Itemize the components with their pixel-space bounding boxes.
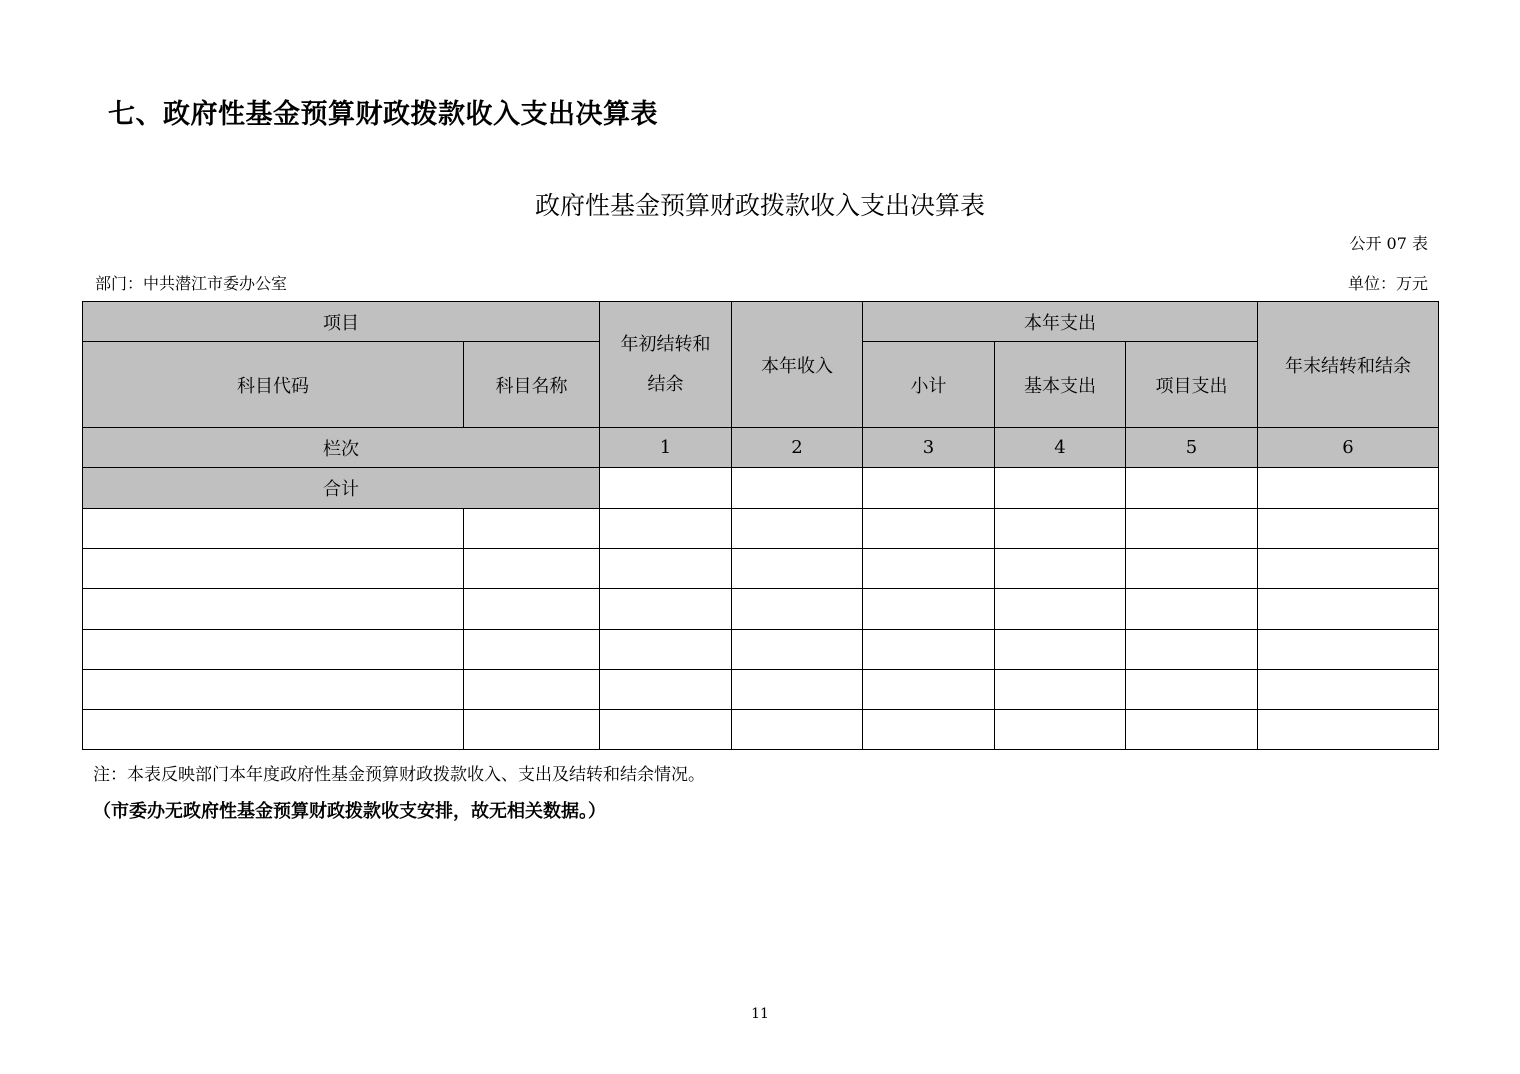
table-cell [1126,509,1258,549]
total-row-label: 合计 [83,468,600,509]
table-cell [732,630,863,670]
table-cell [995,509,1126,549]
column-index-cell: 2 [732,428,863,468]
header-row-1 [83,302,1439,342]
table-cell [83,670,464,710]
table-cell [995,589,1126,630]
table-cell [600,670,732,710]
table-cell [863,549,995,589]
table-cell [863,589,995,630]
table-cell [863,630,995,670]
table-cell [83,630,464,670]
no-data-note: （市委办无政府性基金预算财政拨款收支安排，故无相关数据。） [93,801,606,822]
header-current-income: 本年收入 [732,302,863,428]
column-index-cell: 5 [1126,428,1258,468]
table-cell [1258,468,1439,509]
table-cell [1126,468,1258,509]
header-subject-name: 科目名称 [464,342,600,428]
table-cell [1258,670,1439,710]
table-cell [600,710,732,750]
table-cell [732,670,863,710]
table-note: 注：本表反映部门本年度政府性基金预算财政拨款收入、支出及结转和结余情况。 [93,765,705,785]
table-cell [995,710,1126,750]
table-cell [863,670,995,710]
table-cell [464,710,600,750]
header-opening-balance-line1: 年初结转和 [620,333,711,355]
header-closing-balance: 年末结转和结余 [1258,302,1439,428]
table-cell [464,630,600,670]
table-cell [1126,630,1258,670]
department-label: 部门：中共潜江市委办公室 [95,274,288,293]
table-cell [600,630,732,670]
table-cell [732,509,863,549]
budget-table [82,301,1439,750]
table-cell [995,670,1126,710]
page-number: 11 [751,1006,769,1022]
table-title: 政府性基金预算财政拨款收入支出决算表 [534,191,985,220]
column-index-cell: 6 [1258,428,1439,468]
table-cell [1258,509,1439,549]
table-cell [464,549,600,589]
header-subtotal: 小计 [863,342,995,428]
column-index-cell: 1 [600,428,732,468]
header-current-expense: 本年支出 [863,302,1258,342]
table-cell [863,509,995,549]
table-cell [1126,670,1258,710]
table-row [83,549,1439,589]
table-cell [600,468,732,509]
table-cell [464,670,600,710]
table-cell [83,549,464,589]
header-opening-balance-line2: 结余 [647,373,684,395]
table-row [83,670,1439,710]
table-cell [83,509,464,549]
table-cell [83,589,464,630]
table-cell [1258,630,1439,670]
table-cell [732,589,863,630]
table-row [83,710,1439,750]
table-cell [995,468,1126,509]
table-cell [1258,549,1439,589]
header-subject-code: 科目代码 [83,342,464,428]
table-cell [600,549,732,589]
table-cell [464,509,600,549]
header-opening-balance [600,302,732,428]
table-cell [995,630,1126,670]
table-cell [732,549,863,589]
table-cell [995,549,1126,589]
table-cell [83,710,464,750]
section-heading: 七、政府性基金预算财政拨款收入支出决算表 [108,99,658,130]
column-index-cell: 3 [863,428,995,468]
table-row [83,509,1439,549]
table-cell [732,710,863,750]
column-index-cell: 4 [995,428,1126,468]
column-index-label: 栏次 [83,428,600,468]
unit-label: 单位：万元 [1347,274,1428,293]
table-row [83,589,1439,630]
table-cell [863,468,995,509]
table-cell [600,589,732,630]
table-cell [1126,589,1258,630]
header-basic-expense: 基本支出 [995,342,1126,428]
column-index-row [83,428,1439,468]
table-cell [1258,589,1439,630]
table-row [83,630,1439,670]
table-cell [600,509,732,549]
total-row [83,468,1439,509]
table-cell [1258,710,1439,750]
table-cell [1126,710,1258,750]
table-cell [464,589,600,630]
header-project-expense: 项目支出 [1126,342,1258,428]
table-cell [863,710,995,750]
header-item: 项目 [83,302,600,342]
table-cell [1126,549,1258,589]
form-code: 公开 07 表 [1349,234,1428,253]
table-cell [732,468,863,509]
